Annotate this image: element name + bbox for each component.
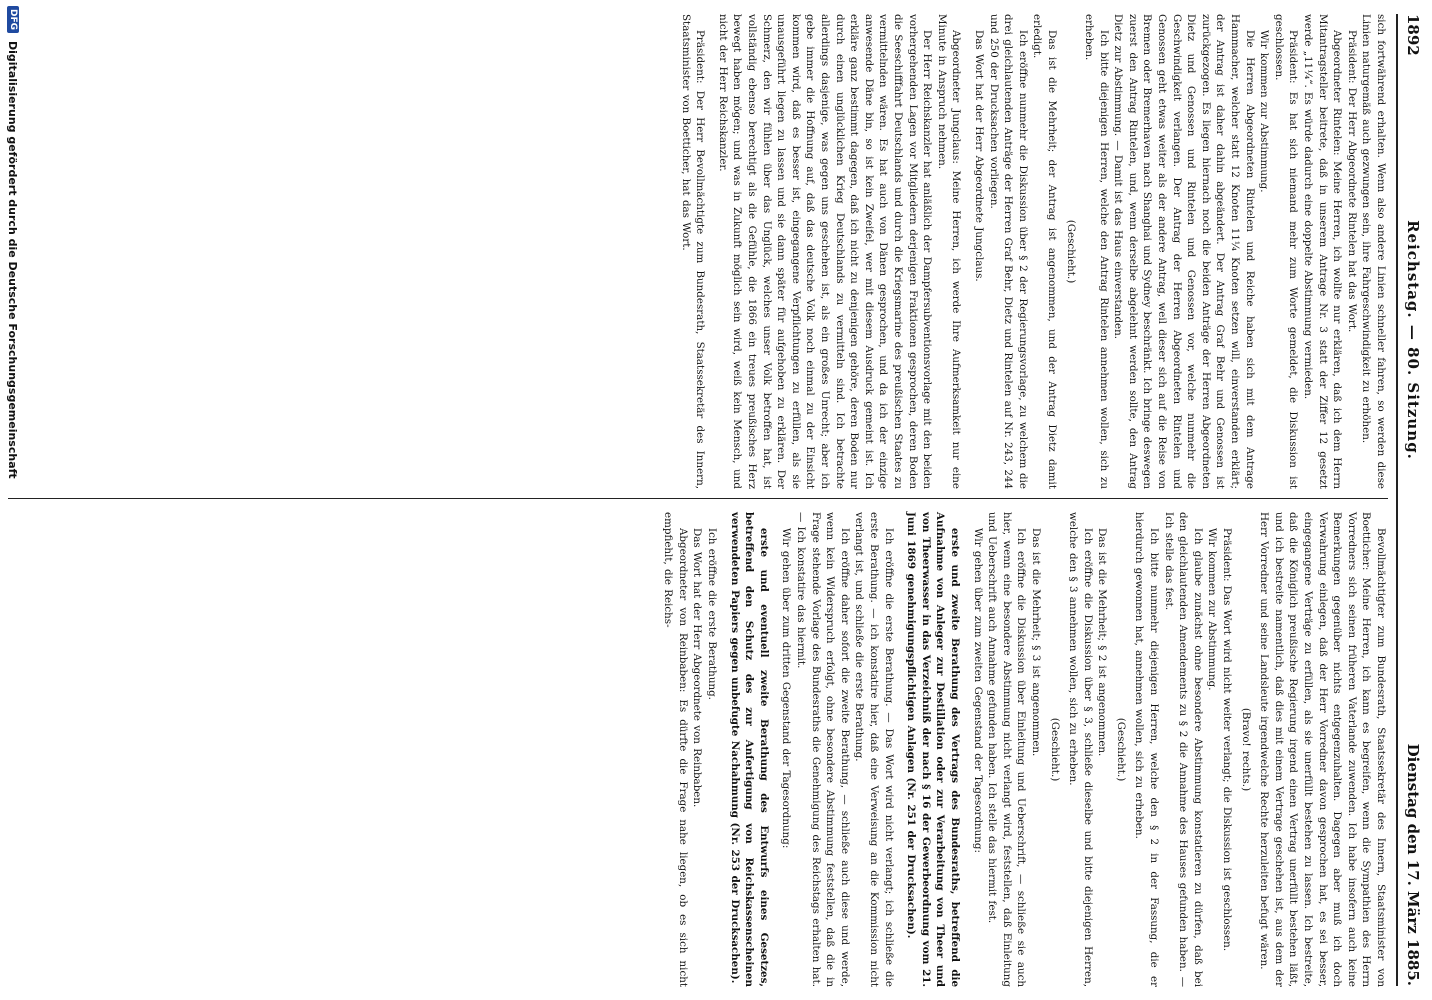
paragraph: Ich glaube zunächst ohne besondere Abstimmung konstatieren zu dürfen, daß bei den gleichlautenden Amendements zu § 2 die Annahme des Hauses gefunden haben. — Ich stelle das fest. [1162,512,1204,987]
stage-direction: (Bravo! rechts.) [1239,707,1252,792]
paragraph: Der Herr Reichskanzler hat anläßlich der Dampfersubventionsvorlage mit den beiden vorhergehenden Lagen vor Mitgliedern derjenigen Fraktionen gesprochen, deren Boden die Seeschifffahrt Deutschlands und durch die Kriegsmarine des preußischen Staates zu vermittelnden wären. Es hat auch von Dänen gesprochen, und da ich der einzige anwesende Däne bin, so ist kein Zweifel, wer mit diesem Ausdruck gemeint ist. Ich erkläre ganz bestimmt dagegen, daß ich nicht zu denjenigen gehöre, deren Boden nur durch einen unglücklichen Krieg Deutschlands zu vermitteln sind. Ich betrachte allerdings dasjenige, was gegen uns geschehen ist, als ein großes Unrecht; aber ich gebe immer die Hoffnung auf, daß das deutsche Volk noch einmal zu der Einsicht kommen wird, daß es besser ist, eingegangene Verpflichtungen zu erfüllen, als sie unausgeführt liegen zu lassen und sie dann später für aufgehoben zu erklären. Der Schmerz, den wir fühlen über das Unglück, welches unser Volk betroffen hat, ist vollständig ebenso berechtigt als die Gefühle, die 1866 ein treues preußisches Herz bewegt haben mögen; und was in Zukunft möglich sein wird, weiß kein Mensch, und nicht der Herr Reichskanzler. [716,14,934,489]
paragraph: Ich eröffne die erste Berathung. [706,528,719,700]
paragraph: Ich eröffne daher sofort die zweite Berathung, — schließe auch diese und werde, wenn kein Widerspruch erfolgt, ohne besondere Abstimmung feststellen, daß die in Frage stehende Vorlage des Bundesraths die Genehmigung des Reichstags erhalten hat. — Ich konstatire das hiermit. [795,512,851,987]
paragraph: Ich eröffne die erste Berathung. — Das Wort wird nicht verlangt; ich schließe die erste Berathung. — ich konstatire hier, daß eine Verweisung an die Kommission nicht verlangt ist, und schließe die erste Berathung. [853,512,895,987]
paragraph: Abgeordneter von Reinbaben: Es dürfte die Frage nahe liegen, ob es sich nicht empfiehlt, die Reichs- [662,512,689,987]
agenda-item: erste und zweite Berathung des Vertrags des Bundesraths, betreffend die Aufnahme von Anleger zur Destillation oder zur Verarbeitung von Theer und von Theerwasser in das Verzeichniß der nach § 16 der Gewerbeordnung vom 21. Juni 1869 genehmigungspflichtigen Anlagen (Nr. 251 der Drucksachen). [905,512,961,987]
page-number: 1892 [1404,14,1422,56]
paragraph: Wir gehen über zum zweiten Gegenstand der Tagesordnung: [971,528,984,853]
paragraph: Das ist die Mehrheit; der Antrag ist angenommen, und der Antrag Dietz damit erledigt. [1031,14,1058,489]
page-title: Reichstag. — 80. Sitzung. [1404,220,1422,460]
paragraph: Ich eröffne die Diskussion über § 3, schließe dieselbe und bitte diejenigen Herren, welche den § 3 annehmen wollen, sich zu erheben. [1067,512,1094,987]
paragraph: Präsident: Es hat sich niemand mehr zum Worte gemeldet, die Diskussion ist geschlossen. [1272,14,1300,489]
paragraph: Das Wort hat der Herr Abgeordnete Jungclaus. [972,30,985,282]
stage-direction: (Geschieht.) [1064,219,1077,284]
left-column [678,14,1388,489]
digitization-footer [2,0,24,1000]
stage-direction: (Geschieht.) [1114,717,1127,782]
stage-direction: (Geschieht.) [1048,717,1061,782]
paragraph: Präsident: Der Herr Abgeordnete Rintelen hat das Wort. [1345,30,1358,333]
right-column [661,512,1388,987]
paragraph: Präsident: Das Wort wird nicht weiter verlangt; die Diskussion ist geschlossen. [1221,528,1234,952]
paragraph: Die Herren Abgeordneten Rintelen und Reiche haben sich mit dem Antrage Hammacher, welcher statt 12 Knoten 11¼ Knoten setzen will, einverstanden erklärt; der Antrag ist daher dahin abgeändert. Der Antrag Graf Behr und Genossen ist zurückgezogen. Es liegen hiernach noch die beiden Anträge der Herren Abgeordneten Dietz und Genossen und Rintelen und Genossen vor, welche nunmehr die Geschwindigkeit verlangen. Der Antrag der Herren Abgeordneten Rintelen und Genossen geht etwas weiter als der andere Antrag, weil dieser sich auf die Reise von Bremen oder Bremerhaven nach Shanghai und Sydney beschränkt. Ich bringe deswegen zuerst den Antrag Rintelen, und, wenn derselbe abgelehnt werden sollte, den Antrag Dietz zur Abstimmung. — Damit ist das Haus einverstanden. [1112,14,1256,489]
paragraph: Abgeordneter Rintelen: Meine Herren, ich wollte nur erklären, daß ich dem Herrn Mitantragsteller beitrete, daß in unserem Antrage Nr. 3 statt der Ziffer 12 gesetzt werde „11¼“. Es würde dadurch eine doppelte Abstimmung vermieden. [1302,14,1344,489]
paragraph: Wir gehen über zum dritten Gegenstand der Tagesordnung: [780,528,793,849]
paragraph: Das ist die Mehrheit; § 3 ist angenommen. [1029,528,1042,757]
paragraph: Ich eröffne die Diskussion über Einleitung und Ueberschrift, — schließe sie auch hier, wenn eine besondere Abstimmung nicht verlangt wird, feststellen, daß Einleitung und Ueberschrift auch Annahme gefunden haben. Ich stelle das hiermit fest. [986,512,1028,987]
paragraph: sich fortwährend erhalten. Wenn also andere Linien schneller fahren, so werden diese Linien naturgemäß auch gezwungen sein, ihre Fahrgeschwindigkeit zu erhöhen. [1360,14,1387,489]
paragraph: Ich bitte diejenigen Herren, welche den Antrag Rintelen annehmen wollen, sich zu erheben. [1083,14,1110,489]
footer-credit: Digitalisierung gefördert durch die Deutsche Forschungsgemeinschaft [6,41,20,479]
agenda-item: erste und eventuell zweite Berathung des Entwurfs eines Gesetzes, betreffend den Schutz des zur Anfertigung von Reichskassenscheinen verwendeten Papiers gegen unbefugte Nachahmung (Nr. 253 der Drucksachen). [728,512,770,987]
paragraph: Präsident: Der Herr Bevollmächtigte zum Bundesrath, Staatssekretär des Innern, Staatsminister von Boetticher, hat das Wort. [679,14,707,489]
paragraph: Das ist die Mehrheit; § 2 ist angenommen. [1096,528,1109,757]
paragraph: Wir kommen zur Abstimmung. [1258,30,1271,193]
header-rule [1396,14,1398,986]
paragraph: Ich bitte nunmehr diejenigen Herren, welche den § 2 in der Fassung, die er hierdurch gewonnen hat, annehmen wollen, sich zu erheben. [1133,512,1161,987]
paragraph: Bevollmächtigter zum Bundesrath, Staatssekretär des Innern, Staatsminister von Boetticher: Meine Herren, ich kann es begreifen, wenn die Sympathien des Herrn Vorredners sich seinen früheren Vaterlande zuwenden. Ich habe insofern auch keine Bemerkungen gegenüber nichts entgegenzuhalten. Dagegen aber muß ich doch Verwahrung einlegen, daß der Herr Vorredner davon gesprochen hat, es sei besser, eingegangene Verträge zu erfüllen, als sie unerfüllt bestehen zu lassen. Ich bestreite, daß die Königlich preußische Regierung irgend einen Vertrag unerfüllt bestehen läßt, und ich bestreite namentlich, daß dies mit einem Vertrage geschehen ist, aus dem der Herr Vorredner und seine Landsleute irgendwelche Rechte herzuleiten befugt wären. [1258,512,1387,987]
paragraph: Ich eröffne nunmehr die Diskussion über § 2 der Regierungsvorlage, zu welchem die drei gleichlautenden Anträge der Herren Graf Behr, Dietz und Rintelen auf Nr. 243, 244 und 250 der Drucksachen vorliegen. [987,14,1029,489]
running-head [1400,14,1426,986]
paragraph: Wir kommen zur Abstimmung. [1206,528,1219,691]
dfg-logo-icon: DFG [7,6,19,33]
session-date: Dienstag den 17. März 1885. [1404,743,1422,986]
column-divider [8,498,1388,499]
paragraph: Abgeordneter Jungclaus: Meine Herren, ich werde Ihre Aufmerksamkeit nur eine Minute in Anspruch nehmen. [935,14,963,489]
paragraph: Das Wort hat der Herr Abgeordnete von Reinbaben. [691,528,704,808]
